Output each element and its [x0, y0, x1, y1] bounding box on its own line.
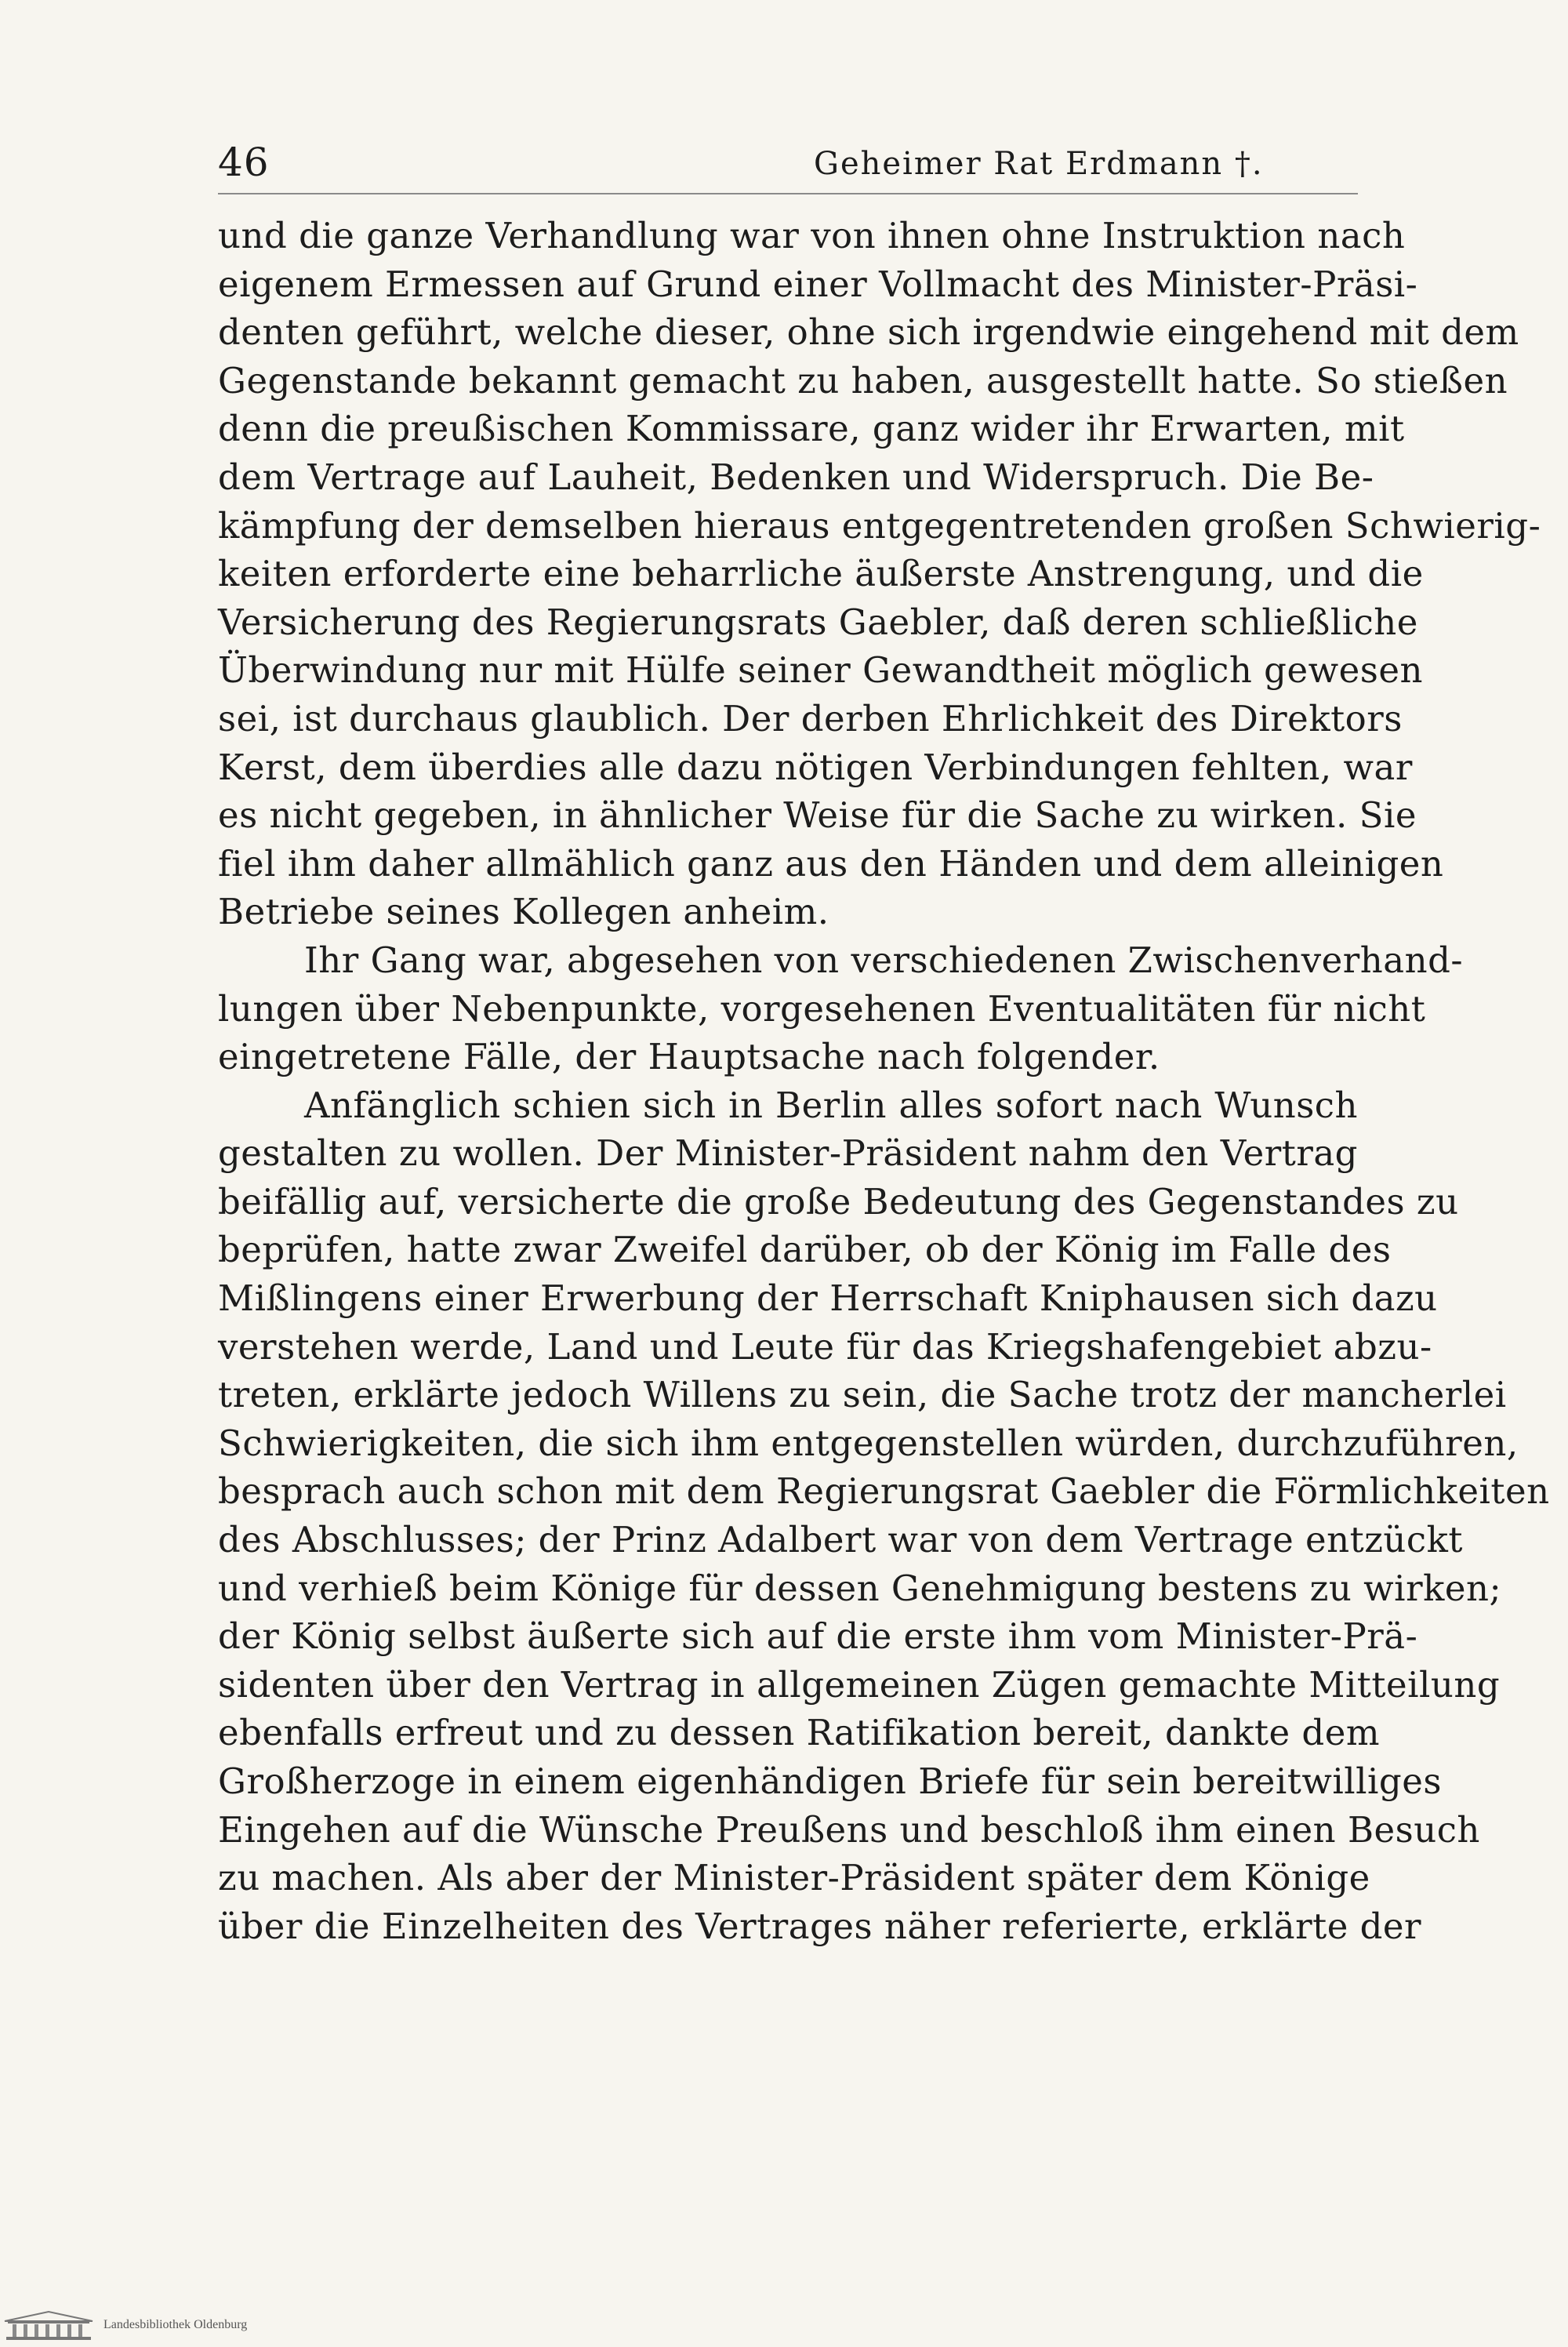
- page-number: 46: [218, 140, 270, 185]
- text-line: kämpfung der demselben hieraus entgegentretenden großen Schwierig-: [218, 504, 1541, 547]
- text-line: beifällig auf, versicherte die große Bedeutung des Gegenstandes zu: [218, 1180, 1459, 1223]
- text-line: zu machen. Als aber der Minister-Präsident später dem Könige: [218, 1857, 1370, 1899]
- paragraph: [218, 936, 1464, 1081]
- paragraph: [218, 1081, 1550, 1951]
- text-line: des Abschlusses; der Prinz Adalbert war von dem Vertrage entzückt: [218, 1519, 1463, 1561]
- running-head: Geheimer Rat Erdmann †.: [814, 146, 1264, 182]
- text-line: Gegenstande bekannt gemacht zu haben, ausgestellt hatte. So stießen: [218, 359, 1508, 401]
- text-line: beprüfen, hatte zwar Zweifel darüber, ob der König im Falle des: [218, 1229, 1392, 1271]
- text-line: besprach auch schon mit dem Regierungsrat Gaebler die Förmlichkeiten: [218, 1470, 1550, 1513]
- text-line: verstehen werde, Land und Leute für das Kriegshafengebiet abzu-: [218, 1325, 1432, 1368]
- text-line: sei, ist durchaus glaublich. Der derben Ehrlichkeit des Direktors: [218, 697, 1403, 739]
- header-rule: [218, 193, 1358, 194]
- text-line: eigenem Ermessen auf Grund einer Vollmacht des Minister-Präsi-: [218, 263, 1418, 305]
- library-building-icon: [2, 2310, 96, 2342]
- text-line: der König selbst äußerte sich auf die erste ihm vom Minister-Prä-: [218, 1615, 1418, 1658]
- page-header: [218, 133, 1358, 188]
- text-line: Betriebe seines Kollegen anheim.: [218, 891, 829, 933]
- text-line: denten geführt, welche dieser, ohne sich irgendwie eingehend mit dem: [218, 311, 1519, 354]
- text-line: lungen über Nebenpunkte, vorgesehenen Eventualitäten für nicht: [218, 987, 1426, 1030]
- text-line: und verhieß beim Könige für dessen Genehmigung bestens zu wirken;: [218, 1567, 1502, 1609]
- text-line: sidenten über den Vertrag in allgemeinen Zügen gemachte Mitteilung: [218, 1663, 1501, 1706]
- text-line: über die Einzelheiten des Vertrages näher referierte, erklärte der: [218, 1905, 1422, 1947]
- text-line: es nicht gegeben, in ähnlicher Weise für die Sache zu wirken. Sie: [218, 794, 1417, 837]
- text-line: gestalten zu wollen. Der Minister-Präsident nahm den Vertrag: [218, 1132, 1358, 1175]
- text-line: Großherzoge in einem eigenhändigen Briefe für sein bereitwilliges: [218, 1760, 1442, 1802]
- text-line: und die ganze Verhandlung war von ihnen ohne Instruktion nach: [218, 215, 1406, 256]
- library-footer: [0, 2304, 1568, 2347]
- text-line: dem Vertrage auf Lauheit, Bedenken und Widerspruch. Die Be-: [218, 456, 1374, 498]
- paragraph: [218, 212, 1541, 936]
- text-line: Ihr Gang war, abgesehen von verschiedenen Zwischenverhand-: [304, 939, 1464, 981]
- text-line: ebenfalls erfreut und zu dessen Ratifikation bereit, dankte dem: [218, 1712, 1381, 1754]
- library-name: Landesbibliothek Oldenburg: [103, 2318, 248, 2331]
- text-line: denn die preußischen Kommissare, ganz wider ihr Erwarten, mit: [218, 408, 1405, 450]
- text-line: eingetretene Fälle, der Hauptsache nach folgender.: [218, 1036, 1160, 1078]
- text-line: Versicherung des Regierungsrats Gaebler, daß deren schließliche: [218, 601, 1418, 643]
- text-line: Überwindung nur mit Hülfe seiner Gewandtheit möglich gewesen: [218, 649, 1423, 692]
- text-line: keiten erforderte eine beharrliche äußerste Anstrengung, und die: [218, 553, 1424, 595]
- text-line: treten, erklärte jedoch Willens zu sein, die Sache trotz der mancherlei: [218, 1374, 1507, 1416]
- text-line: Eingehen auf die Wünsche Preußens und beschloß ihm einen Besuch: [218, 1808, 1480, 1851]
- text-line: Kerst, dem überdies alle dazu nötigen Verbindungen fehlten, war: [218, 746, 1413, 788]
- text-line: fiel ihm daher allmählich ganz aus den Händen und dem alleinigen: [218, 842, 1444, 885]
- text-line: Mißlingens einer Erwerbung der Herrschaft Kniphausen sich dazu: [218, 1277, 1438, 1320]
- text-line: Anfänglich schien sich in Berlin alles sofort nach Wunsch: [304, 1084, 1358, 1126]
- body-text: [218, 212, 1550, 1950]
- text-line: Schwierigkeiten, die sich ihm entgegenstellen würden, durchzuführen,: [218, 1422, 1519, 1464]
